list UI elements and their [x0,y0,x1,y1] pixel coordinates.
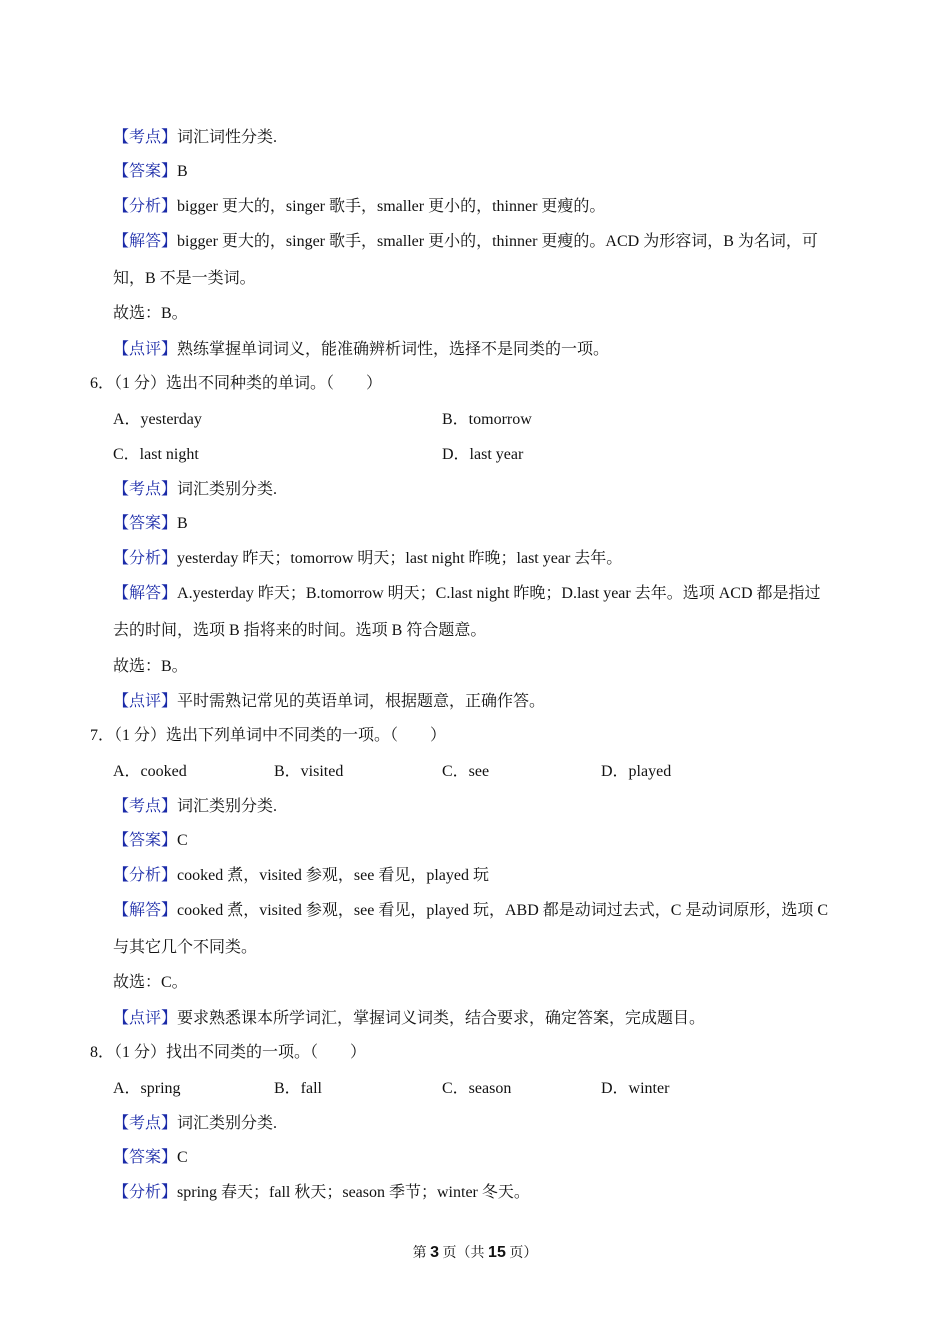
answer-tag: 【答案】 [113,515,178,532]
q7-option-b: B．visited [274,763,344,780]
q7-kaodian-line [113,797,277,817]
q6-option-d: D．last year [442,446,524,463]
q6-option-b: B．tomorrow [442,411,532,428]
q5-jieda-line2: 知，B 不是一类词。 [113,270,256,287]
jieda-tag: 【解答】 [113,585,178,602]
answer-text: C [177,832,188,849]
q7-dianping-line [113,1009,705,1029]
q6-guxuan: 故选：B。 [113,658,188,675]
jieda-text: cooked 煮，visited 参观，see 看见，played 玩，ABD 都是动词过去式，C 是动词原形，选项 C [177,902,829,919]
q8-option-a: A．spring [113,1080,181,1097]
q5-dianping-line [113,340,609,360]
q7-jieda-line [113,901,828,921]
fenxi-tag: 【分析】 [113,198,178,215]
q8-answer-line [113,1148,188,1168]
footer-suffix: 页） [505,1246,538,1261]
fenxi-text: cooked 煮，visited 参观，see 看见，played 玩 [177,867,489,884]
q6-jieda-line [113,584,821,604]
kaodian-text: 词汇类别分类. [177,798,278,815]
q7-option-d: D．played [601,763,672,780]
dianping-tag: 【点评】 [113,1010,178,1027]
fenxi-tag: 【分析】 [113,1184,178,1201]
footer-middle: 页（共 [439,1246,489,1261]
q6-option-a: A．yesterday [113,411,202,428]
q6-dianping-line [113,692,545,712]
dianping-text: 要求熟悉课本所学词汇，掌握词义词类，结合要求，确定答案，完成题目。 [177,1010,706,1027]
jieda-text: bigger 更大的，singer 歌手，smaller 更小的，thinner 更瘦的。ACD 为形容词，B 为名词，可 [177,233,818,250]
fenxi-text: spring 春天；fall 秋天；season 季节；winter 冬天。 [177,1184,530,1201]
jieda-text: A.yesterday 昨天；B.tomorrow 明天；C.last night 昨晚；D.last year 去年。选项 ACD 都是指过 [177,585,821,602]
q8-kaodian-line [113,1114,277,1134]
q6-jieda-line2: 去的时间，选项 B 指将来的时间。选项 B 符合题意。 [113,622,487,639]
dianping-tag: 【点评】 [113,693,178,710]
dianping-text: 熟练掌握单词词义，能准确辨析词性，选择不是同类的一项。 [177,341,610,358]
q6-answer-line [113,514,188,534]
kaodian-tag: 【考点】 [113,481,178,498]
q5-jieda-line [113,232,818,252]
answer-tag: 【答案】 [113,832,178,849]
q5-fenxi-line [113,197,605,217]
q6-kaodian-line [113,480,277,500]
kaodian-text: 词汇类别分类. [177,481,278,498]
answer-tag: 【答案】 [113,163,178,180]
answer-text: B [177,163,188,180]
dianping-text: 平时需熟记常见的英语单词，根据题意，正确作答。 [177,693,546,710]
q7-option-a: A．cooked [113,763,187,780]
q6-fenxi-line [113,549,622,569]
q7-option-c: C．see [442,763,490,780]
fenxi-text: yesterday 昨天；tomorrow 明天；last night 昨晚；last year 去年。 [177,550,623,567]
q8-option-d: D．winter [601,1080,670,1097]
answer-text: B [177,515,188,532]
q7-answer-line [113,831,188,851]
kaodian-tag: 【考点】 [113,129,178,146]
kaodian-tag: 【考点】 [113,798,178,815]
q6-stem: 6．（1 分）选出不同种类的单词。（ ） [90,375,383,392]
q7-jieda-line2: 与其它几个不同类。 [113,939,258,956]
footer-total-pages: 15 [488,1244,506,1261]
q8-option-c: C．season [442,1080,512,1097]
fenxi-text: bigger 更大的，singer 歌手，smaller 更小的，thinner 更瘦的。 [177,198,606,215]
q8-stem: 8．（1 分）找出不同类的一项。（ ） [90,1044,367,1061]
kaodian-text: 词汇类别分类. [177,1115,278,1132]
q8-fenxi-line [113,1183,530,1203]
footer-page-number: 3 [430,1244,440,1261]
q8-option-b: B．fall [274,1080,322,1097]
q7-guxuan: 故选：C。 [113,974,188,991]
q5-kaodian-line [113,128,277,148]
q7-fenxi-line [113,866,489,886]
kaodian-tag: 【考点】 [113,1115,178,1132]
jieda-tag: 【解答】 [113,902,178,919]
kaodian-text: 词汇词性分类. [177,129,278,146]
q5-answer-line [113,162,188,182]
q6-option-c: C．last night [113,446,199,463]
q7-stem: 7．（1 分）选出下列单词中不同类的一项。（ ） [90,727,447,744]
page-footer [0,1243,950,1264]
answer-text: C [177,1149,188,1166]
footer-prefix: 第 [412,1246,431,1261]
fenxi-tag: 【分析】 [113,867,178,884]
dianping-tag: 【点评】 [113,341,178,358]
fenxi-tag: 【分析】 [113,550,178,567]
answer-tag: 【答案】 [113,1149,178,1166]
q5-guxuan: 故选：B。 [113,305,188,322]
jieda-tag: 【解答】 [113,233,178,250]
